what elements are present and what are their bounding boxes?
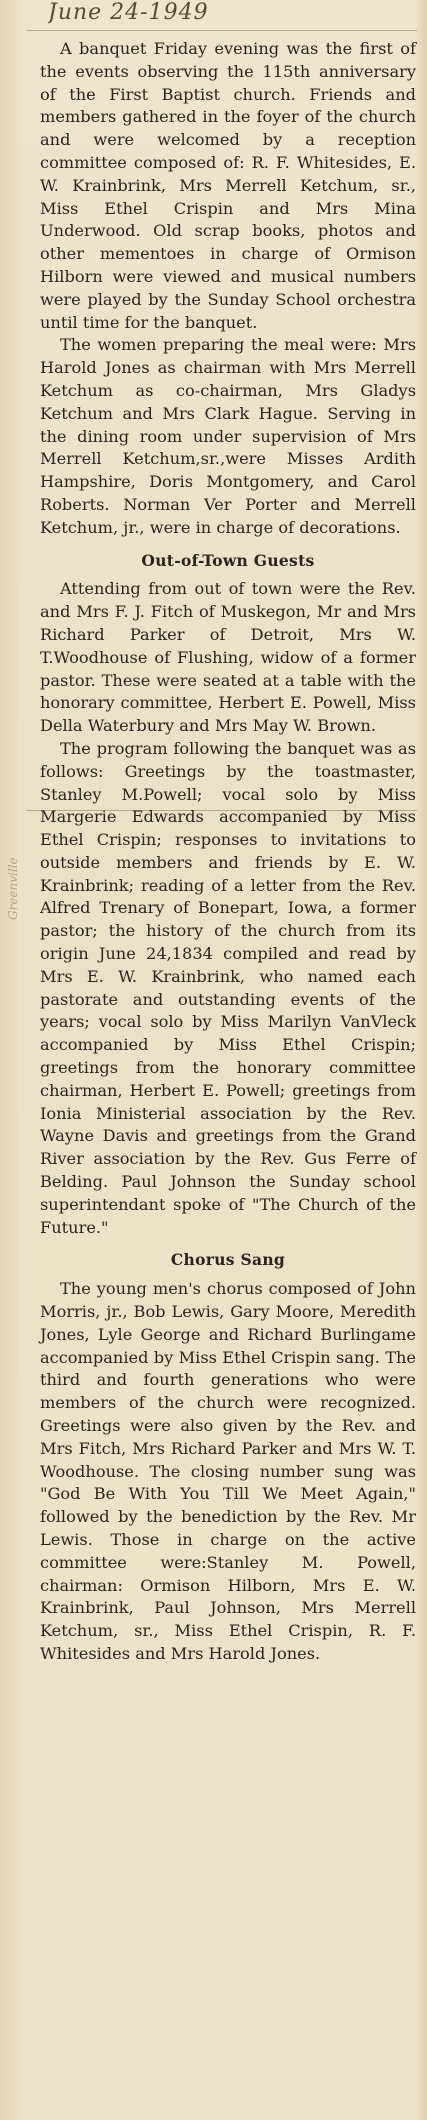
- article-paragraph: The young men's chorus composed of John Morris, jr., Bob Lewis, Gary Moore, Meredith Jones, Lyle George and Richard Burlingame accompanied by Miss Ethel Crispin sang. The third and fourth generations who were members of the church were recognized. Greetings were also given by the Rev. and Mrs Fitch, Mrs Richard Parker and Mrs W. T. Woodhouse. The closing number sung was "God Be With You Till We Meet Again," followed by the benediction by the Rev. Mr Lewis. Those in charge on the active committee were:Stanley M. Powell, chairman: Ormison Hilborn, Mrs E. W. Krainbrink, Paul Johnson, Mrs Merrell Ketchum, sr., Miss Ethel Crispin, R. F. Whitesides and Mrs Harold Jones.: [40, 1279, 416, 1663]
- article-paragraph: The women preparing the meal were: Mrs Harold Jones as chairman with Mrs Merrell Ketchum as co-chairman, Mrs Gladys Ketchum and Mrs Clark Hague. Serving in the dining room under supervision of Mrs Merrell Ketchum,sr.,were Misses Ardith Hampshire, Doris Montgomery, and Carol Roberts. Norman Ver Porter and Merrell Ketchum, jr., were in charge of decorations.: [40, 335, 416, 537]
- article-paragraph: The program following the banquet was as follows: Greetings by the toastmaster, Stanley M.Powell; vocal solo by Miss Margerie Edwards accompanied by Miss Ethel Crispin; responses to invitations to outside members and friends by E. W. Krainbrink; reading of a letter from the Rev. Alfred Trenary of Bonepart, Iowa, a former pastor; the history of the church from its origin June 24,1834 compiled and read by Mrs E. W. Krainbrink, who named each pastorate and outstanding events of the years; vocal solo by Miss Marilyn VanVleck accompanied by Miss Ethel Crispin; greetings from the honorary committee chairman, Herbert E. Powell; greetings from Ionia Ministerial association by the Rev. Wayne Davis and greetings from the Grand River association by the Rev. Gus Ferre of Belding. Paul Johnson the Sunday school superintendant spoke of "The Church of the Future.": [40, 738, 416, 1237]
- paper-edge-right: [415, 0, 427, 2120]
- paper-edge-left: [0, 0, 22, 2120]
- margin-handwriting: Greenville: [6, 857, 20, 920]
- section-heading: Out-of-Town Guests: [141, 550, 315, 570]
- article-paragraph: A banquet Friday evening was the first of the events observing the 115th anniversary of the First Baptist church. Friends and members gathered in the foyer of the church and were welcomed by a reception committee composed of: R. F. Whitesides, E. W. Krainbrink, Mrs Merrell Ketchum, sr., Miss Ethel Crispin and Mrs Mina Underwood. Old scrap books, photos and other mementoes in charge of Ormison Hilborn were viewed and musical numbers were played by the Sunday School orchestra until time for the banquet.: [40, 39, 416, 332]
- tape-edge-top: [26, 30, 417, 31]
- section-heading: Chorus Sang: [170, 1250, 286, 1270]
- article-paragraph: Attending from out of town were the Rev. and Mrs F. J. Fitch of Muskegon, Mr and Mrs Richard Parker of Detroit, Mrs W. T.Woodhouse of Flushing, widow of a former pastor. These were seated at a table with the honorary committee, Herbert E. Powell, Miss Della Waterbury and Mrs May W. Brown.: [40, 579, 416, 736]
- article-body: [40, 38, 416, 1666]
- handwritten-date: June 24-1949: [48, 0, 209, 25]
